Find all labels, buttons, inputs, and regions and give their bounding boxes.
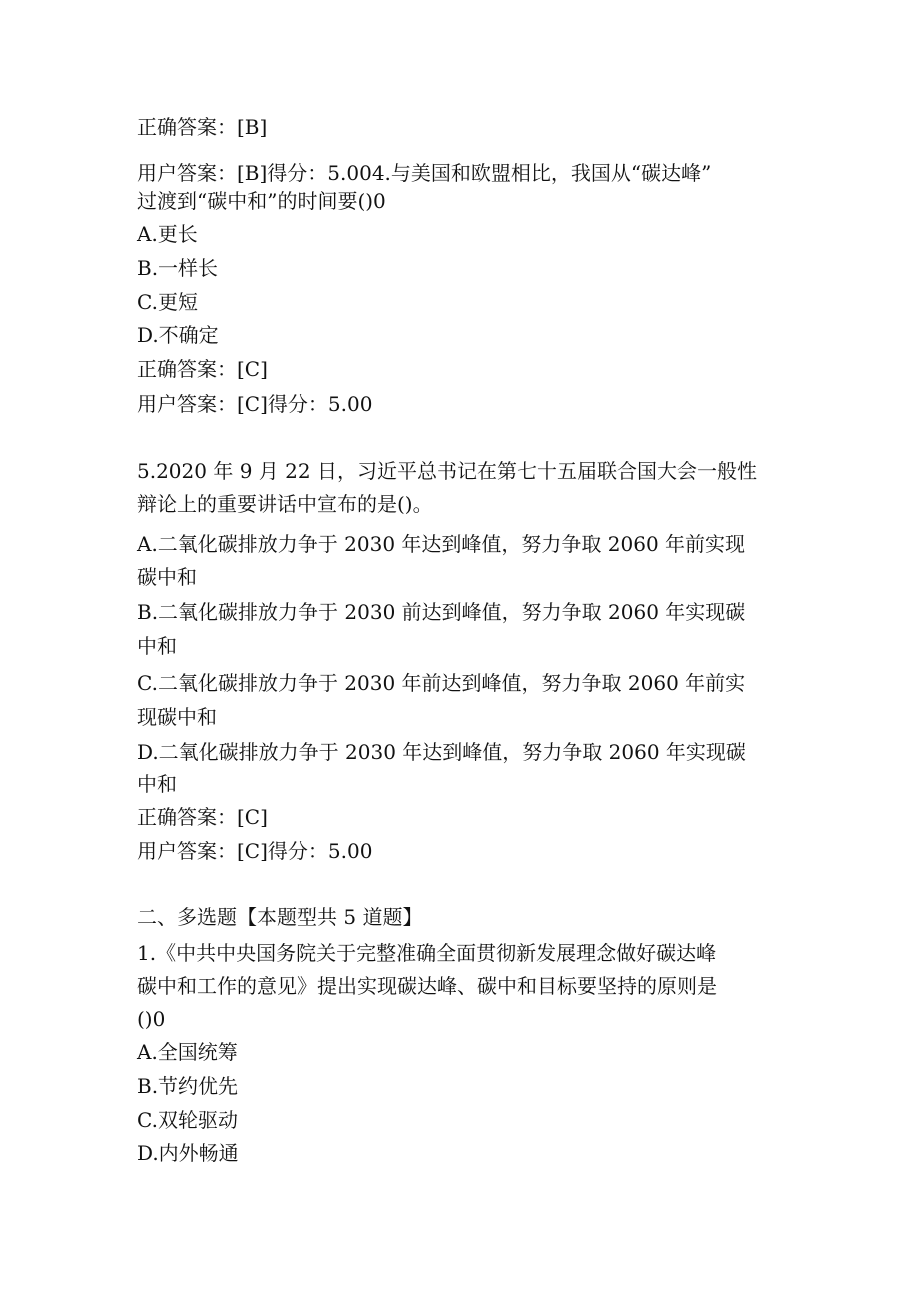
option-a-continued: 碳中和 (137, 565, 197, 589)
question-1-continued: ()0 (137, 1007, 166, 1031)
correct-answer-line: 正确答案：[B] (137, 115, 268, 139)
option-b: B.二氧化碳排放力争于 2030 前达到峰值，努力争取 2060 年实现碳 (137, 600, 746, 624)
option-b: B.一样长 (137, 256, 219, 280)
section-heading: 二、多选题【本题型共 5 道题】 (137, 905, 423, 929)
option-a: A.全国统筹 (137, 1040, 238, 1064)
option-d: D.内外畅通 (137, 1141, 239, 1165)
user-answer-line: 用户答案：[C]得分：5.00 (137, 839, 373, 863)
option-b: B.节约优先 (137, 1074, 239, 1098)
option-d-continued: 中和 (137, 772, 177, 796)
option-d: D.不确定 (137, 323, 219, 347)
user-answer-line: 用户答案：[C]得分：5.00 (137, 392, 373, 416)
question-1: 1.《中共中央国务院关于完整准确全面贯彻新发展理念做好碳达峰 (137, 941, 717, 965)
user-answer-and-question-4: 用户答案：[B]得分：5.004.与美国和欧盟相比，我国从“碳达峰” (137, 161, 712, 185)
option-c-continued: 现碳中和 (137, 705, 217, 729)
correct-answer-line: 正确答案：[C] (137, 805, 268, 829)
option-c: C.双轮驱动 (137, 1108, 238, 1132)
question-1-continued: 碳中和工作的意见》提出实现碳达峰、碳中和目标要坚持的原则是 (137, 974, 717, 998)
correct-answer-line: 正确答案：[C] (137, 357, 268, 381)
question-5: 5.2020 年 9 月 22 日，习近平总书记在第七十五届联合国大会一般性 (137, 459, 757, 483)
option-c: C.二氧化碳排放力争于 2030 年前达到峰值，努力争取 2060 年前实 (137, 671, 746, 695)
option-b-continued: 中和 (137, 634, 177, 658)
option-c: C.更短 (137, 290, 198, 314)
option-d: D.二氧化碳排放力争于 2030 年达到峰值，努力争取 2060 年实现碳 (137, 740, 746, 764)
option-a: A.更长 (137, 222, 198, 246)
option-a: A.二氧化碳排放力争于 2030 年达到峰值，努力争取 2060 年前实现 (137, 532, 746, 556)
question-5-continued: 辩论上的重要讲话中宣布的是()。 (137, 492, 433, 516)
question-4-continued: 过渡到“碳中和”的时间要()0 (137, 189, 386, 213)
